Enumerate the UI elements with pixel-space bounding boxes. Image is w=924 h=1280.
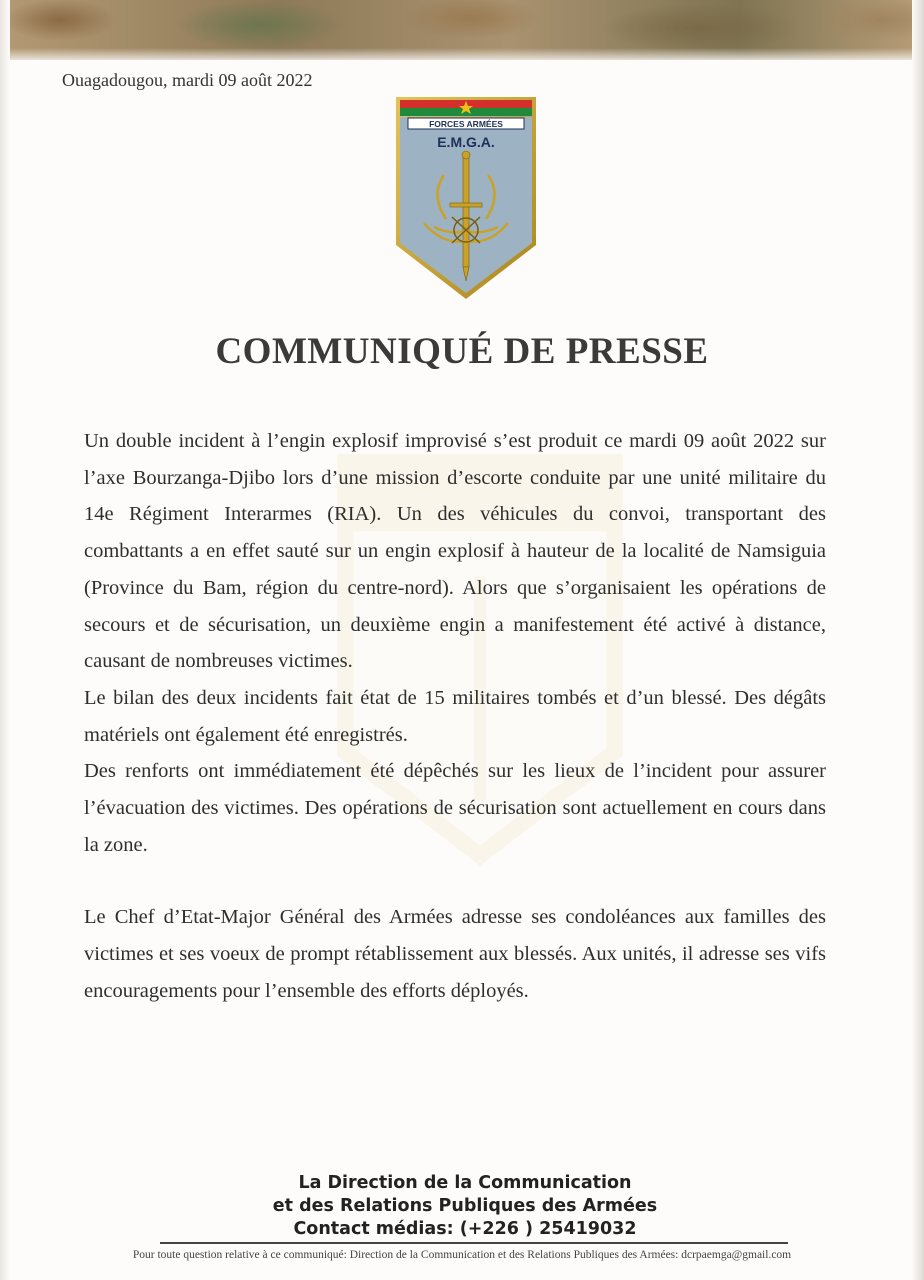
page-title: COMMUNIQUÉ DE PRESSE	[215, 331, 709, 372]
paragraph-incident: Un double incident à l’engin explosif improvisé s’est produit ce mardi 09 août 2022 sur l’axe Bourzanga-Djibo lors d’une mission d’escorte conduite par une unité militaire du 14e Régiment Interarmes (RIA). Un des véhicules du convoi, transportant des combattants a en effet sauté sur un engin explosif à hauteur de la localité de Namsiguia (Province du Bam, région du centre-nord). Alors que s’organisaient les opérations de secours et de sécurisation, un deuxième engin a manifestement été activé à distance, causant de nombreuses victimes.	[84, 430, 826, 673]
page-edge-right	[912, 0, 924, 1280]
date-line: Ouagadougou, mardi 09 août 2022	[62, 70, 313, 90]
emblem-top-text: FORCES ARMÉES	[429, 119, 503, 129]
contact-line: Contact médias: (+226 ) 25419032	[293, 1219, 637, 1239]
paragraph-renforts: Des renforts ont immédiatement été dépêchés sur les lieux de l’incident pour assurer l’évacuation des victimes. Des opérations de sécurisation sont actuellement en cours dans la zone.	[84, 760, 826, 856]
signature-line-1: La Direction de la Communication	[298, 1173, 632, 1193]
banner-fade	[0, 48, 924, 64]
footer-divider	[160, 1242, 788, 1244]
paragraph-bilan: Le bilan des deux incidents fait état de 15 militaires tombés et d’un blessé. Des dégâts matériels ont également été enregistrés.	[84, 686, 826, 746]
communique-body	[84, 423, 826, 1010]
emga-emblem	[394, 95, 538, 301]
paragraph-gap	[84, 863, 826, 899]
signature-block	[0, 1172, 924, 1241]
footer-note: Pour toute question relative à ce communiqué: Direction de la Communication et des Relations Publiques des Armées: dcrpaemga@gmail.com	[132, 1249, 792, 1261]
signature-line-2: et des Relations Publiques des Armées	[272, 1196, 658, 1216]
page-edge-left	[0, 0, 10, 1280]
emblem-abbr: E.M.G.A.	[437, 134, 495, 150]
paragraph-condoleances: Le Chef d’Etat-Major Général des Armées adresse ses condoléances aux familles des victimes et ses voeux de prompt rétablissement aux blessés. Aux unités, il adresse ses vifs encouragements pour l’ensemble des efforts déployés.	[84, 906, 826, 1002]
